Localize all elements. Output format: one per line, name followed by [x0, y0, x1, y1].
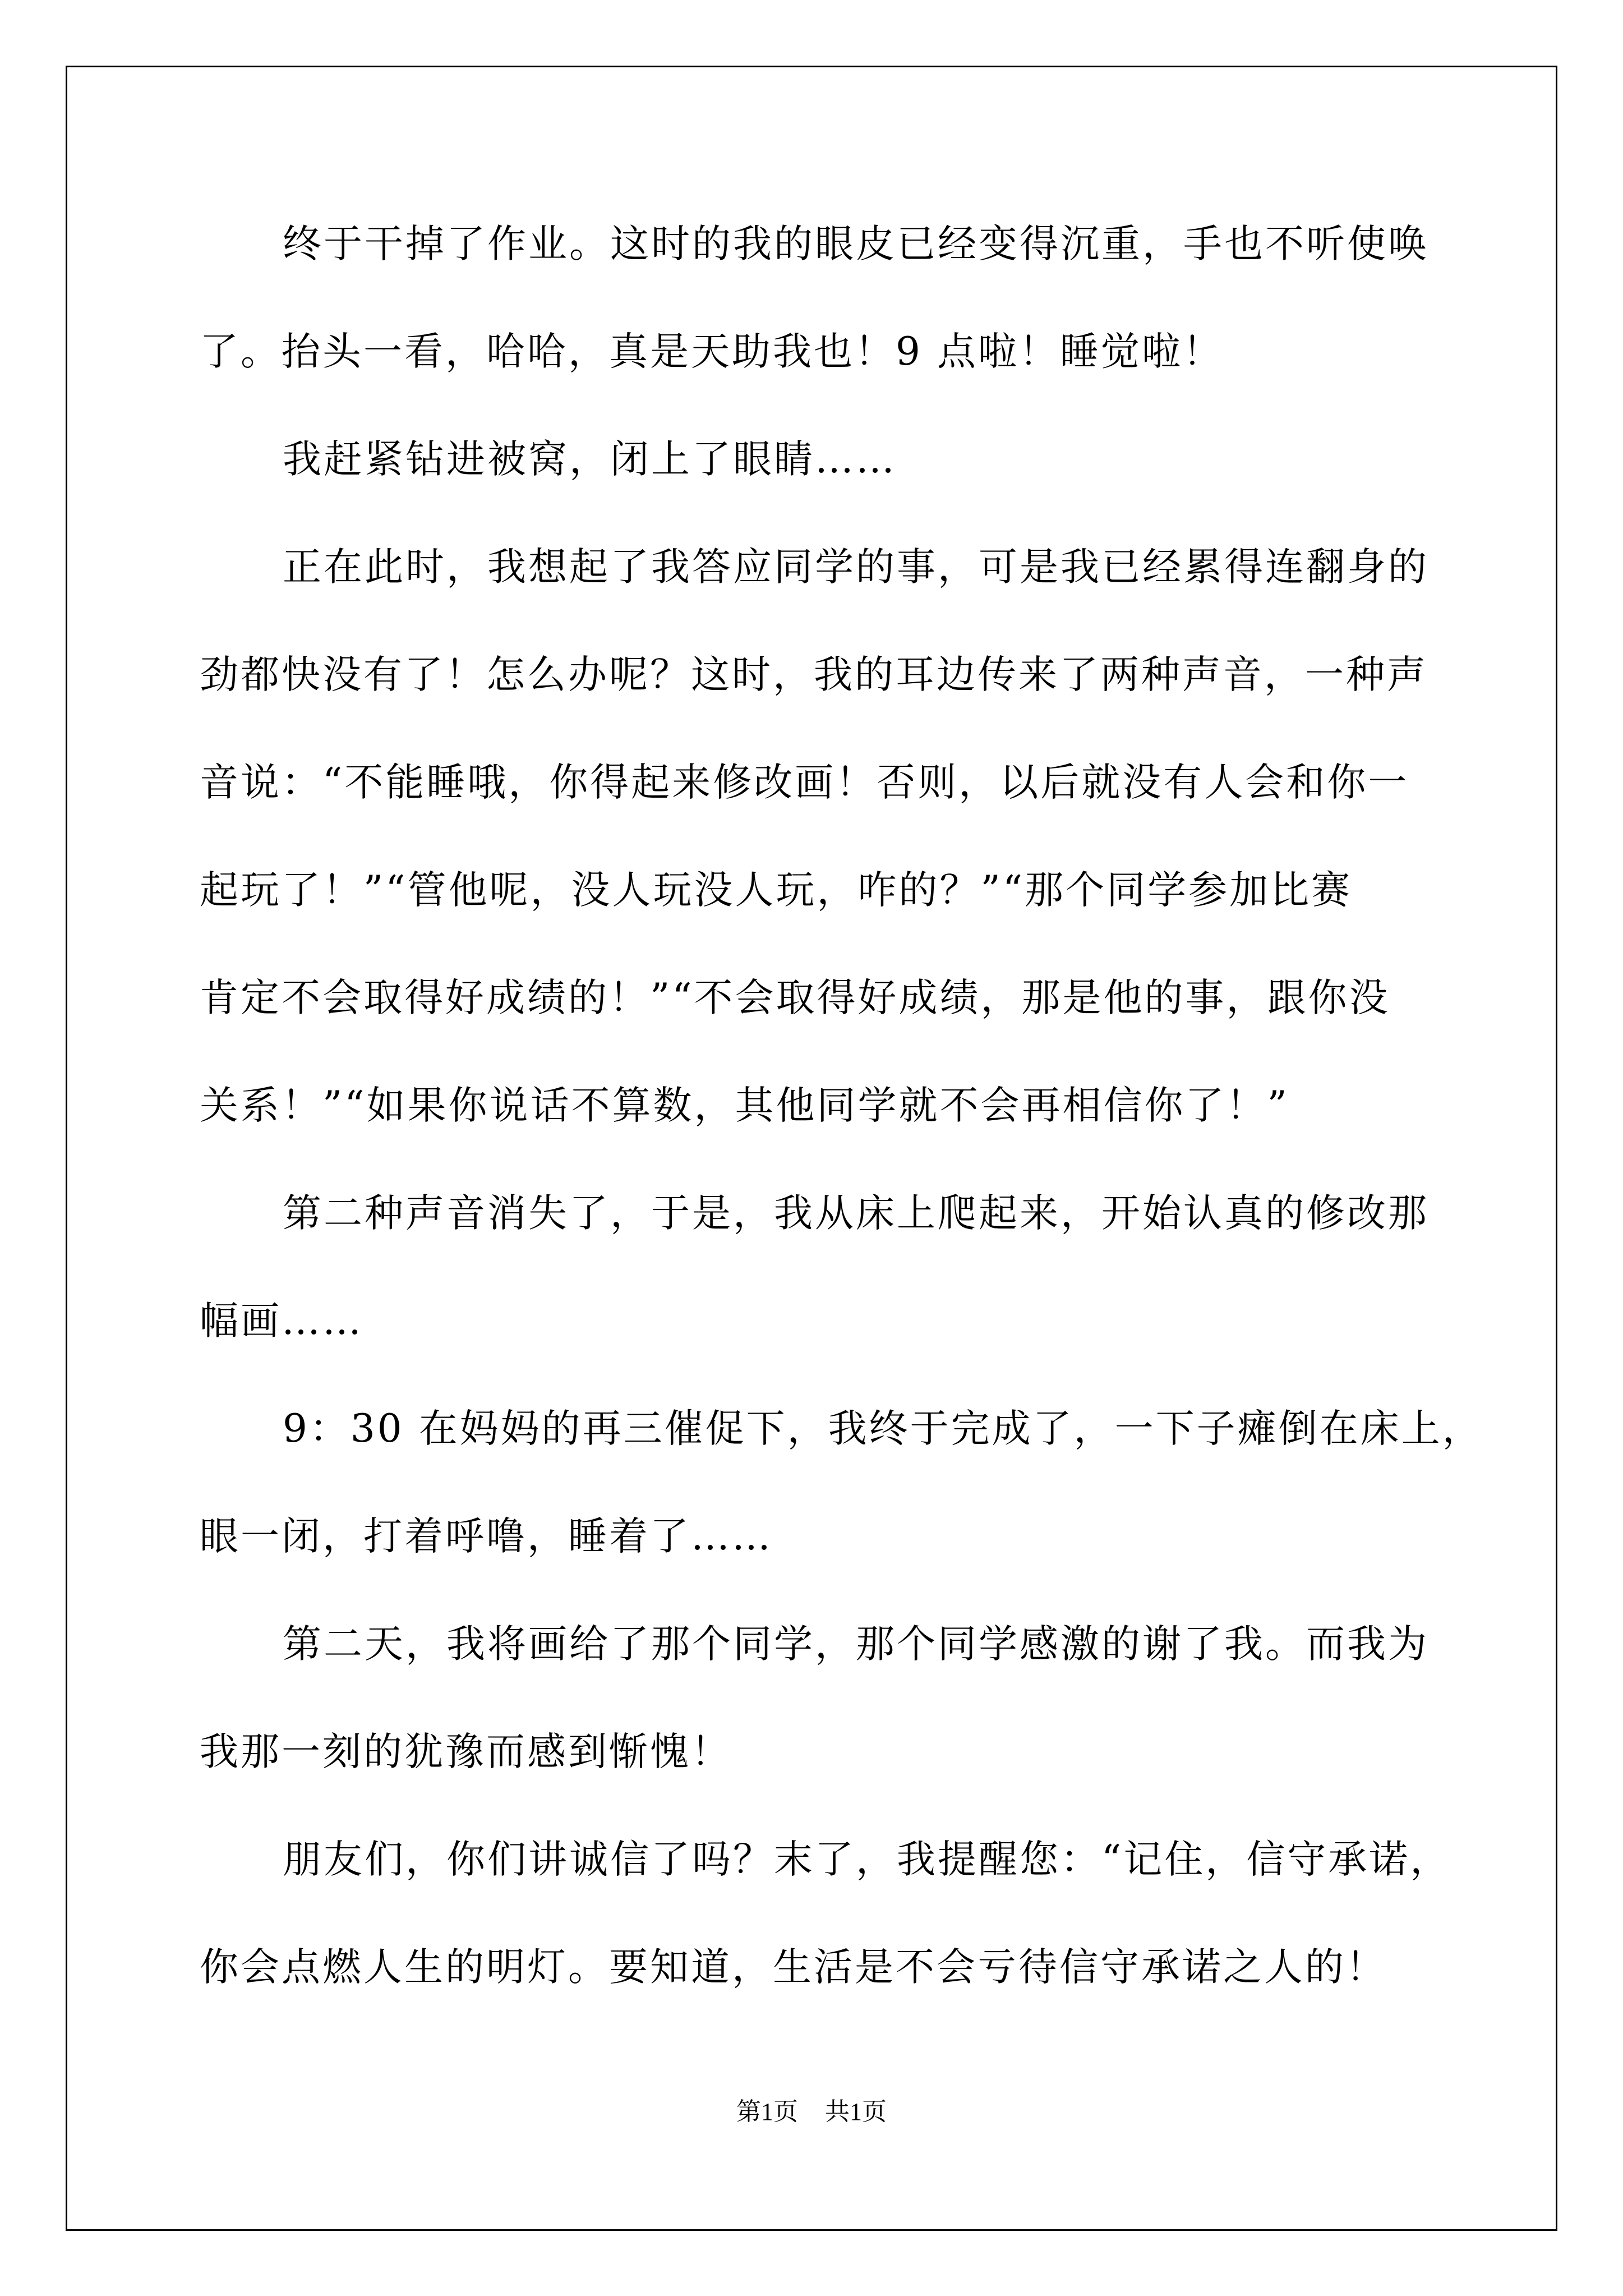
text-line: 劲都快没有了！怎么办呢？这时，我的耳边传来了两种声音，一种声 — [200, 652, 1428, 697]
text-line: 第二天，我将画给了那个同学，那个同学感激的谢了我。而我为 — [283, 1622, 1429, 1667]
text-line: 了。抬头一看，哈哈，真是天助我也！9 点啦！睡觉啦！ — [200, 329, 1224, 374]
text-line: 朋友们，你们讲诚信了吗？末了，我提醒您：“记住，信守承诺， — [283, 1837, 1451, 1882]
page-border — [66, 66, 1557, 2231]
text-line: 9：30 在妈妈的再三催促下，我终于完成了，一下子瘫倒在床上， — [283, 1406, 1483, 1451]
text-line: 起玩了！”“管他呢，没人玩没人玩，咋的？”“那个同学参加比赛 — [200, 868, 1353, 913]
text-line: 幅画…… — [200, 1299, 363, 1343]
text-line: 终于干掉了作业。这时的我的眼皮已经变得沉重，手也不听使唤 — [283, 222, 1429, 266]
page-footer — [0, 2095, 1623, 2129]
text-line: 眼一闭，打着呼噜，睡着了…… — [200, 1514, 773, 1559]
page-number-total: 共1页 — [825, 2098, 887, 2125]
text-line: 音说：“不能睡哦，你得起来修改画！否则，以后就没有人会和你一 — [200, 760, 1409, 805]
text-line: 我赶紧钻进被窝，闭上了眼睛…… — [283, 437, 897, 482]
text-line: 第二种声音消失了，于是，我从床上爬起来，开始认真的修改那 — [283, 1191, 1429, 1236]
text-line: 关系！”“如果你说话不算数，其他同学就不会再相信你了！” — [200, 1083, 1289, 1128]
text-line: 正在此时，我想起了我答应同学的事，可是我已经累得连翻身的 — [283, 545, 1429, 590]
text-line: 肯定不会取得好成绩的！”“不会取得好成绩，那是他的事，跟你没 — [200, 976, 1390, 1020]
page-number-current: 第1页 — [736, 2098, 798, 2125]
text-line: 我那一刻的犹豫而感到惭愧！ — [200, 1729, 732, 1774]
text-line: 你会点燃人生的明灯。要知道，生活是不会亏待信守承诺之人的！ — [200, 1945, 1387, 1990]
